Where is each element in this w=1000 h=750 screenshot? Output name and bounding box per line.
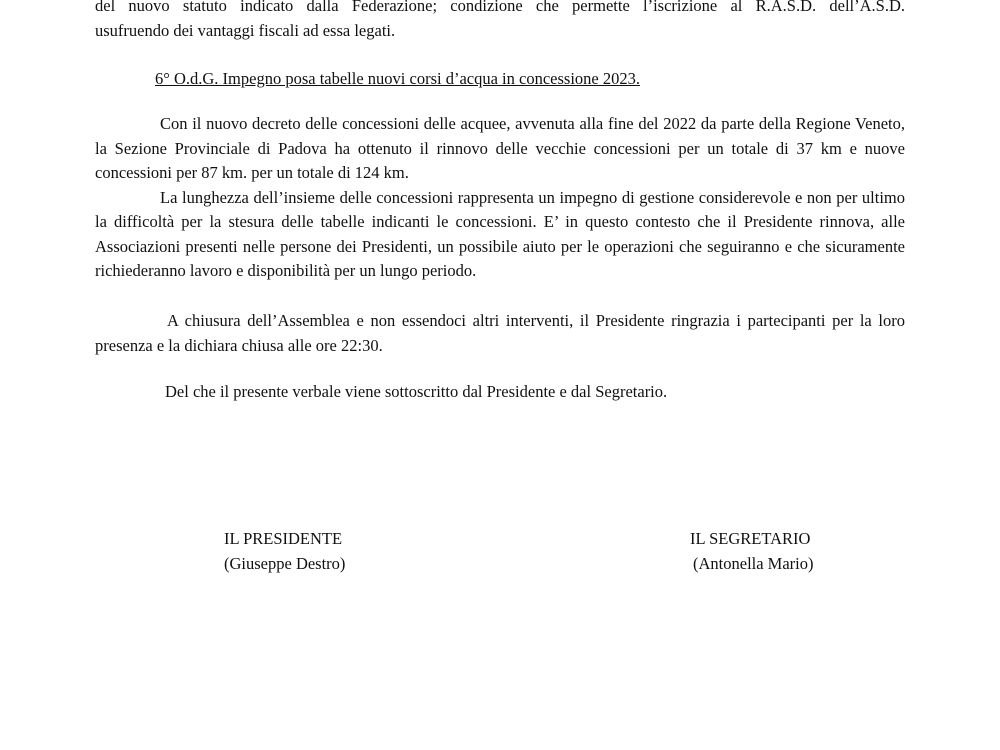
secretary-name: (Antonella Mario) xyxy=(693,553,814,573)
body-paragraphs xyxy=(95,112,905,284)
closing-paragraph: A chiusura dell’Assemblea e non essendoci altri interventi, il Presidente ringrazia i partecipanti per la loro presenza e la dichiara chiusa alle ore 22:30. xyxy=(95,311,905,355)
secretary-title: IL SEGRETARIO xyxy=(690,529,811,548)
signature-president xyxy=(224,527,345,576)
top-fragment-line-1: del nuovo statuto indicato dalla Federazione; condizione che permette l’iscrizione al R.A.S.D. dell’A.S.D. xyxy=(95,0,905,15)
president-name: (Giuseppe Destro) xyxy=(224,553,346,573)
signature-secretary xyxy=(690,527,814,576)
section-heading: 6° O.d.G. Impegno posa tabelle nuovi corsi d’acqua in concessione 2023. xyxy=(155,69,640,88)
top-fragment xyxy=(95,0,905,43)
president-title: IL PRESIDENTE xyxy=(224,529,343,548)
signoff-line: Del che il presente verbale viene sottoscritto dal Presidente e dal Segretario. xyxy=(165,382,668,401)
paragraph-concessions-length: La lunghezza dell’insieme delle concessioni rappresenta un impegno di gestione considerevole e non per ultimo la difficoltà per la stesura delle tabelle indicanti le concessioni. E’ in questo contesto che il Presidente rinnova, alle Associazioni presenti nelle persone dei Presidenti, un possibile aiuto per le operazioni che seguiranno e che sicuramente richiederanno lavoro e disponibilità per un lungo periodo. xyxy=(95,187,905,280)
top-fragment-line-2: usufruendo dei vantaggi fiscali ad essa legati. xyxy=(95,20,396,40)
paragraph-concessions-decree: Con il nuovo decreto delle concessioni delle acquee, avvenuta alla fine del 2022 da parte della Regione Veneto, la Sezione Provinciale di Padova ha ottenuto il rinnovo delle vecchie concessioni per un totale di 37 km e nuove concessioni per 87 km. per un totale di 124 km. xyxy=(95,114,905,182)
